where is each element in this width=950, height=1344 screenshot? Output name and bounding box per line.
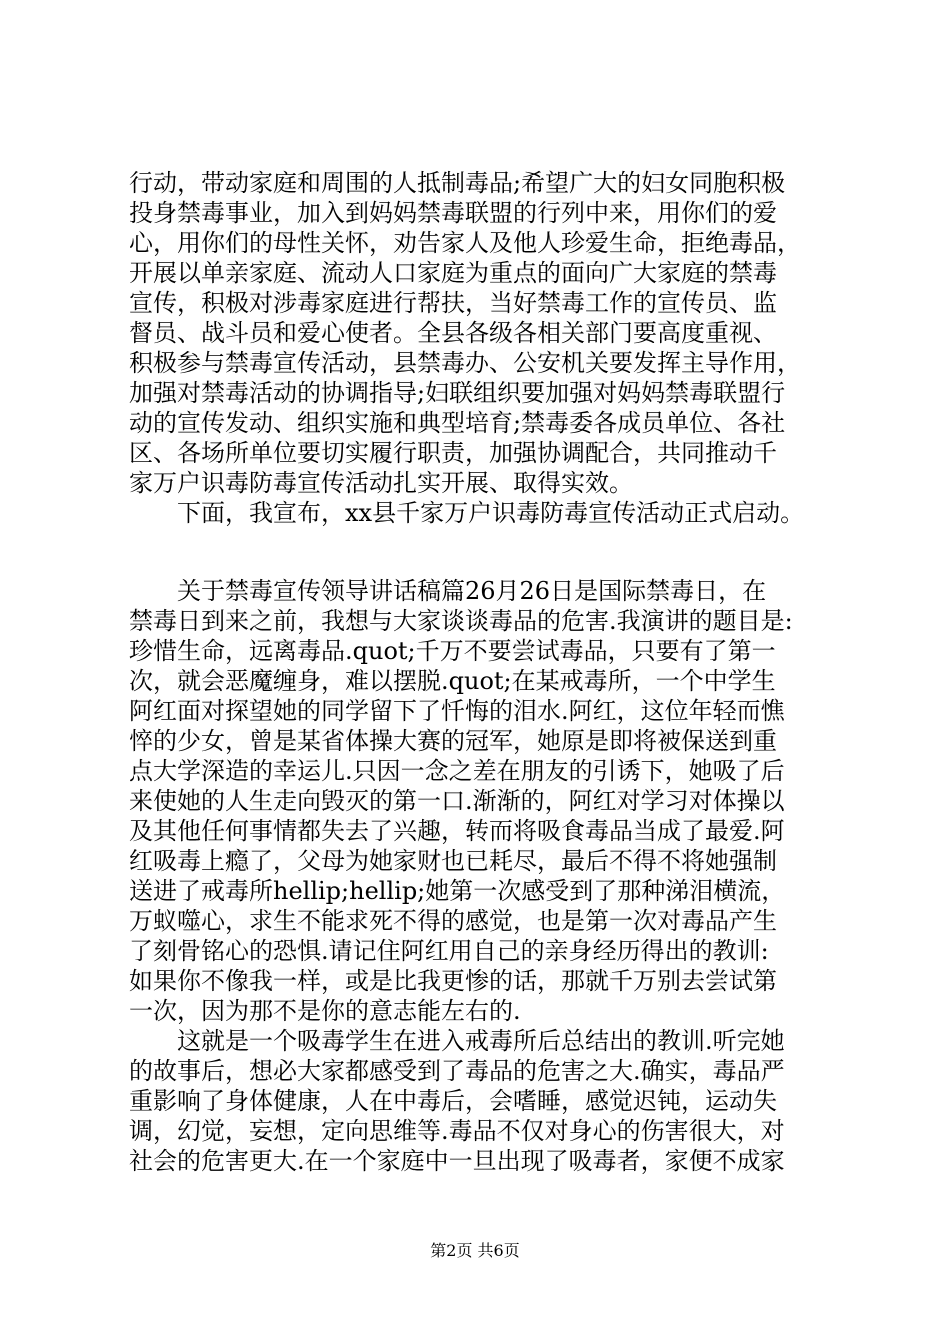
text-line: 关于禁毒宣传领导讲话稿篇26月26日是国际禁毒日，在 (129, 577, 767, 605)
text-line: 来使她的人生走向毁灭的第一口.渐渐的，阿红对学习对体操以 (129, 787, 785, 815)
text-line: 开展以单亲家庭、流动人口家庭为重点的面向广大家庭的禁毒 (129, 259, 777, 287)
text-line: 区、各场所单位要切实履行职责，加强协调配合，共同推动千 (129, 439, 777, 467)
text-line: 及其他任何事情都失去了兴趣，转而将吸食毒品当成了最爱.阿 (129, 817, 785, 845)
text-line: 点大学深造的幸运儿.只因一念之差在朋友的引诱下，她吸了后 (129, 757, 785, 785)
page-footer: 第2页 共6页 (430, 1241, 520, 1260)
text-line: 的故事后，想必大家都感受到了毒品的危害之大.确实，毒品严 (129, 1057, 785, 1085)
text-line: 一次，因为那不是你的意志能左右的. (129, 997, 521, 1025)
text-line: 宣传，积极对涉毒家庭进行帮扶，当好禁毒工作的宣传员、监 (129, 289, 777, 317)
paragraph-block-2 (129, 576, 839, 1176)
document-body (129, 168, 839, 1176)
text-line: 投身禁毒事业，加入到妈妈禁毒联盟的行列中来，用你们的爱 (129, 199, 777, 227)
text-line: 红吸毒上瘾了，父母为她家财也已耗尽，最后不得不将她强制 (129, 847, 777, 875)
paragraph-gap (129, 528, 839, 576)
paragraph-block-1 (129, 168, 839, 528)
text-line: 督员、战斗员和爱心使者。全县各级各相关部门要高度重视、 (129, 319, 777, 347)
text-line: 心，用你们的母性关怀，劝告家人及他人珍爱生命，拒绝毒品， (129, 229, 801, 257)
text-line: 动的宣传发动、组织实施和典型培育;禁毒委各成员单位、各社 (129, 409, 786, 437)
text-line: 如果你不像我一样，或是比我更惨的话，那就千万别去尝试第 (129, 967, 777, 995)
text-line: 家万户识毒防毒宣传活动扎实开展、取得实效。 (129, 469, 633, 497)
text-line: 这就是一个吸毒学生在进入戒毒所后总结出的教训.听完她 (129, 1027, 785, 1055)
text-line: 送进了戒毒所hellip;hellip;她第一次感受到了那种涕泪横流， (129, 877, 786, 905)
text-line: 悴的少女，曾是某省体操大赛的冠军，她原是即将被保送到重 (129, 727, 777, 755)
text-line: 重影响了身体健康，人在中毒后，会嗜睡，感觉迟钝，运动失 (129, 1087, 777, 1115)
text-line: 禁毒日到来之前，我想与大家谈谈毒品的危害.我演讲的题目是: (129, 607, 793, 635)
text-line: 了刻骨铭心的恐惧.请记住阿红用自己的亲身经历得出的教训: (129, 937, 769, 965)
text-line: 阿红面对探望她的同学留下了忏悔的泪水.阿红，这位年轻而憔 (129, 697, 785, 725)
text-line: 珍惜生命，远离毒品.quot;千万不要尝试毒品，只要有了第一 (129, 637, 776, 665)
text-line: 调，幻觉，妄想，定向思维等.毒品不仅对身心的伤害很大，对 (129, 1117, 785, 1145)
text-line: 积极参与禁毒宣传活动，县禁毒办、公安机关要发挥主导作用， (129, 349, 801, 377)
text-line: 下面，我宣布，xx县千家万户识毒防毒宣传活动正式启动。 (129, 499, 805, 527)
text-line: 万蚁噬心，求生不能求死不得的感觉，也是第一次对毒品产生 (129, 907, 777, 935)
text-line: 行动，带动家庭和周围的人抵制毒品;希望广大的妇女同胞积极 (129, 169, 786, 197)
text-line: 加强对禁毒活动的协调指导;妇联组织要加强对妈妈禁毒联盟行 (129, 379, 786, 407)
text-line: 社会的危害更大.在一个家庭中一旦出现了吸毒者，家便不成家 (129, 1147, 785, 1175)
text-line: 次，就会恶魔缠身，难以摆脱.quot;在某戒毒所，一个中学生 (129, 667, 776, 695)
